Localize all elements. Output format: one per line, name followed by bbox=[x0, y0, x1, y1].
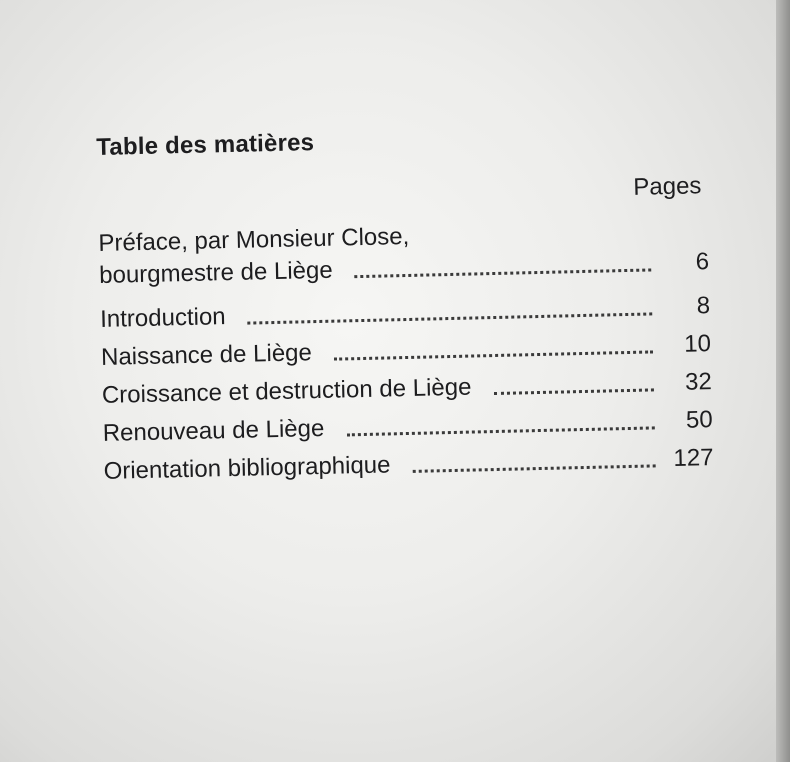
toc-entry-introduction bbox=[100, 290, 711, 336]
toc-entry-label: Introduction bbox=[99, 303, 226, 333]
toc-entry-page-number: 10 bbox=[683, 330, 712, 358]
toc-title: Table des matières bbox=[96, 129, 315, 161]
toc-entry-page-number: 8 bbox=[696, 292, 711, 320]
toc-entry-page-number: 127 bbox=[673, 444, 714, 472]
toc-entry-croissance bbox=[102, 366, 713, 412]
page-edge-shadow bbox=[776, 0, 790, 762]
toc-entry-naissance bbox=[101, 328, 712, 374]
dot-leader bbox=[334, 350, 653, 360]
toc-entry-orientation bbox=[103, 442, 714, 488]
toc-entry-label: Renouveau de Liège bbox=[102, 414, 325, 447]
pages-column-header: Pages bbox=[633, 172, 702, 201]
dot-leader bbox=[248, 312, 653, 324]
toc-entry-preface bbox=[98, 214, 709, 292]
toc-entry-page-number: 32 bbox=[684, 368, 713, 396]
toc-entry-label: bourgmestre de Liège bbox=[98, 256, 333, 289]
toc-entry-page-number: 6 bbox=[695, 248, 710, 276]
toc-entry-page-number: 50 bbox=[685, 406, 713, 434]
toc-entry-label-line1: Préface, par Monsieur Close, bbox=[98, 222, 410, 257]
toc-entry-label: Orientation bibliographique bbox=[103, 451, 391, 485]
dot-leader bbox=[355, 268, 652, 278]
dot-leader bbox=[346, 426, 654, 436]
toc-entry-label: Croissance et destruction de Liège bbox=[101, 373, 472, 409]
toc-entry-label: Naissance de Liège bbox=[100, 339, 313, 371]
dot-leader bbox=[413, 464, 656, 473]
toc-entry-renouveau bbox=[102, 404, 713, 450]
table-of-contents bbox=[96, 120, 716, 485]
dot-leader bbox=[494, 388, 654, 395]
